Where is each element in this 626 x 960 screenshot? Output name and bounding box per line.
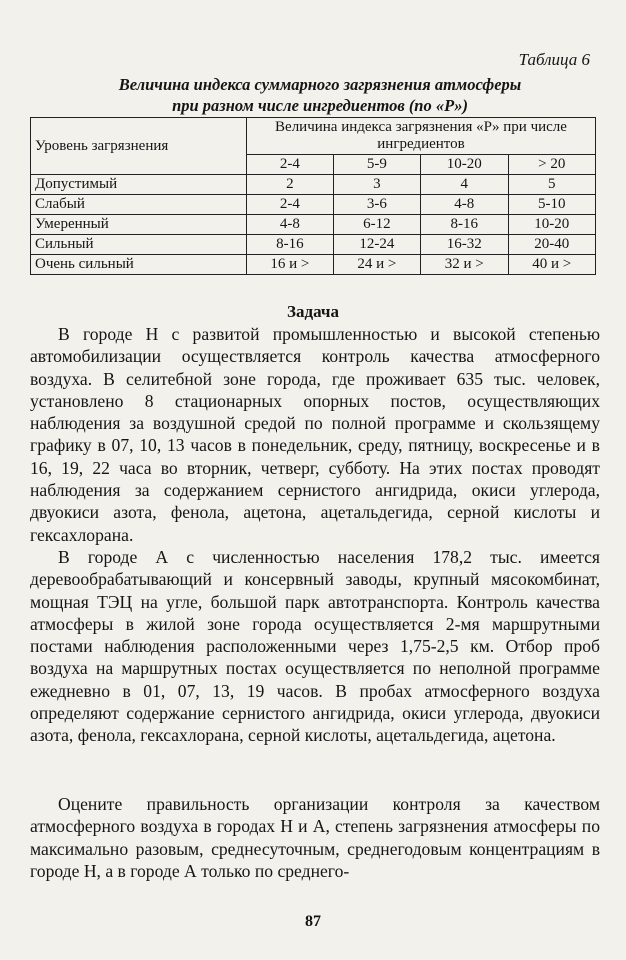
ingredient-group-cell: > 20 (508, 155, 596, 175)
paragraph-city-n (30, 323, 600, 546)
paragraph-text: В городе Н с развитой промышленностью и высокой степенью автомобилизации осуществляется контроль качества атмосферного воздуха. В селитебной зоне города, где проживает 635 тыс. человек, установлено 8 стационарных опорных постов, осуществляющих наблюдения за воздушной средой по полной программе и скользящему графику в 07, 10, 13 часов в понедельник, среду, пятницу, воскресенье и в 16, 19, 22 часа во вторник, четверг, субботу. На этих постах проводят наблюдения за содержанием сернистого ангидрида, окиси углерода, двуокиси азота, фенола, ацетона, ацетальдегида, серной кислоты и гексахлорана. (30, 324, 600, 545)
paragraph-assignment (30, 793, 600, 882)
level-cell: Очень сильный (31, 255, 247, 275)
pollution-index-table (30, 117, 596, 275)
table-row (31, 215, 596, 235)
level-cell: Умеренный (31, 215, 247, 235)
level-cell: Сильный (31, 235, 247, 255)
value-cell: 4-8 (247, 215, 334, 235)
value-cell: 32 и > (421, 255, 508, 275)
paragraph-text: В городе А с численностью населения 178,2 тыс. имеется деревообрабатывающий и консервный заводы, крупный мясокомбинат, мощная ТЭЦ на угле, большой парк автотранспорта. Контроль качества атмосферы в жилой зоне города осуществляется 2-мя маршрутными постами наблюдения расположенными через 1,75-2,5 км. Отбор проб воздуха на маршрутных постах осуществляется по неполной программе ежедневно в 01, 07, 13, 19 часов. В пробах атмосферного воздуха определяют содержание сернистого ангидрида, окиси углерода, двуокиси азота, фенола, гексахлорана, серной кислоты, ацетальдегида, ацетона. (30, 547, 600, 746)
value-cell: 16 и > (247, 255, 334, 275)
table-caption (40, 74, 600, 116)
table-row (31, 195, 596, 215)
table-row (31, 255, 596, 275)
ingredient-group-cell: 5-9 (333, 155, 420, 175)
ingredient-group-cell: 10-20 (421, 155, 508, 175)
value-cell: 3 (333, 175, 420, 195)
task-heading: Задача (287, 302, 339, 321)
table-header-row (31, 118, 596, 155)
value-cell: 8-16 (421, 215, 508, 235)
table-row (31, 235, 596, 255)
header-level-cell: Уровень загрязнения (31, 118, 247, 175)
value-cell: 4 (421, 175, 508, 195)
value-cell: 20-40 (508, 235, 596, 255)
value-cell: 3-6 (333, 195, 420, 215)
value-cell: 5 (508, 175, 596, 195)
value-cell: 12-24 (333, 235, 420, 255)
value-cell: 10-20 (508, 215, 596, 235)
caption-line-1: Величина индекса суммарного загрязнения атмосферы (118, 75, 522, 94)
value-cell: 2 (247, 175, 334, 195)
table-number-label: Таблица 6 (518, 50, 590, 69)
value-cell: 40 и > (508, 255, 596, 275)
paragraph-city-a (30, 546, 600, 747)
table-row (31, 175, 596, 195)
value-cell: 8-16 (247, 235, 334, 255)
level-cell: Допустимый (31, 175, 247, 195)
level-cell: Слабый (31, 195, 247, 215)
caption-line-2: при разном числе ингредиентов (по «P») (172, 96, 468, 115)
page-number: 87 (305, 913, 321, 930)
ingredient-group-cell: 2-4 (247, 155, 334, 175)
value-cell: 4-8 (421, 195, 508, 215)
value-cell: 6-12 (333, 215, 420, 235)
value-cell: 16-32 (421, 235, 508, 255)
value-cell: 5-10 (508, 195, 596, 215)
header-index-cell: Величина индекса загрязнения «P» при числе ингредиентов (247, 118, 596, 155)
paragraph-text: Оцените правильность организации контроля за качеством атмосферного воздуха в городах Н и А, степень загрязнения атмосферы по максимально разовым, среднесуточным, среднегодовым концентрациям в городе Н, а в городе А только по среднего- (30, 794, 600, 881)
value-cell: 2-4 (247, 195, 334, 215)
value-cell: 24 и > (333, 255, 420, 275)
